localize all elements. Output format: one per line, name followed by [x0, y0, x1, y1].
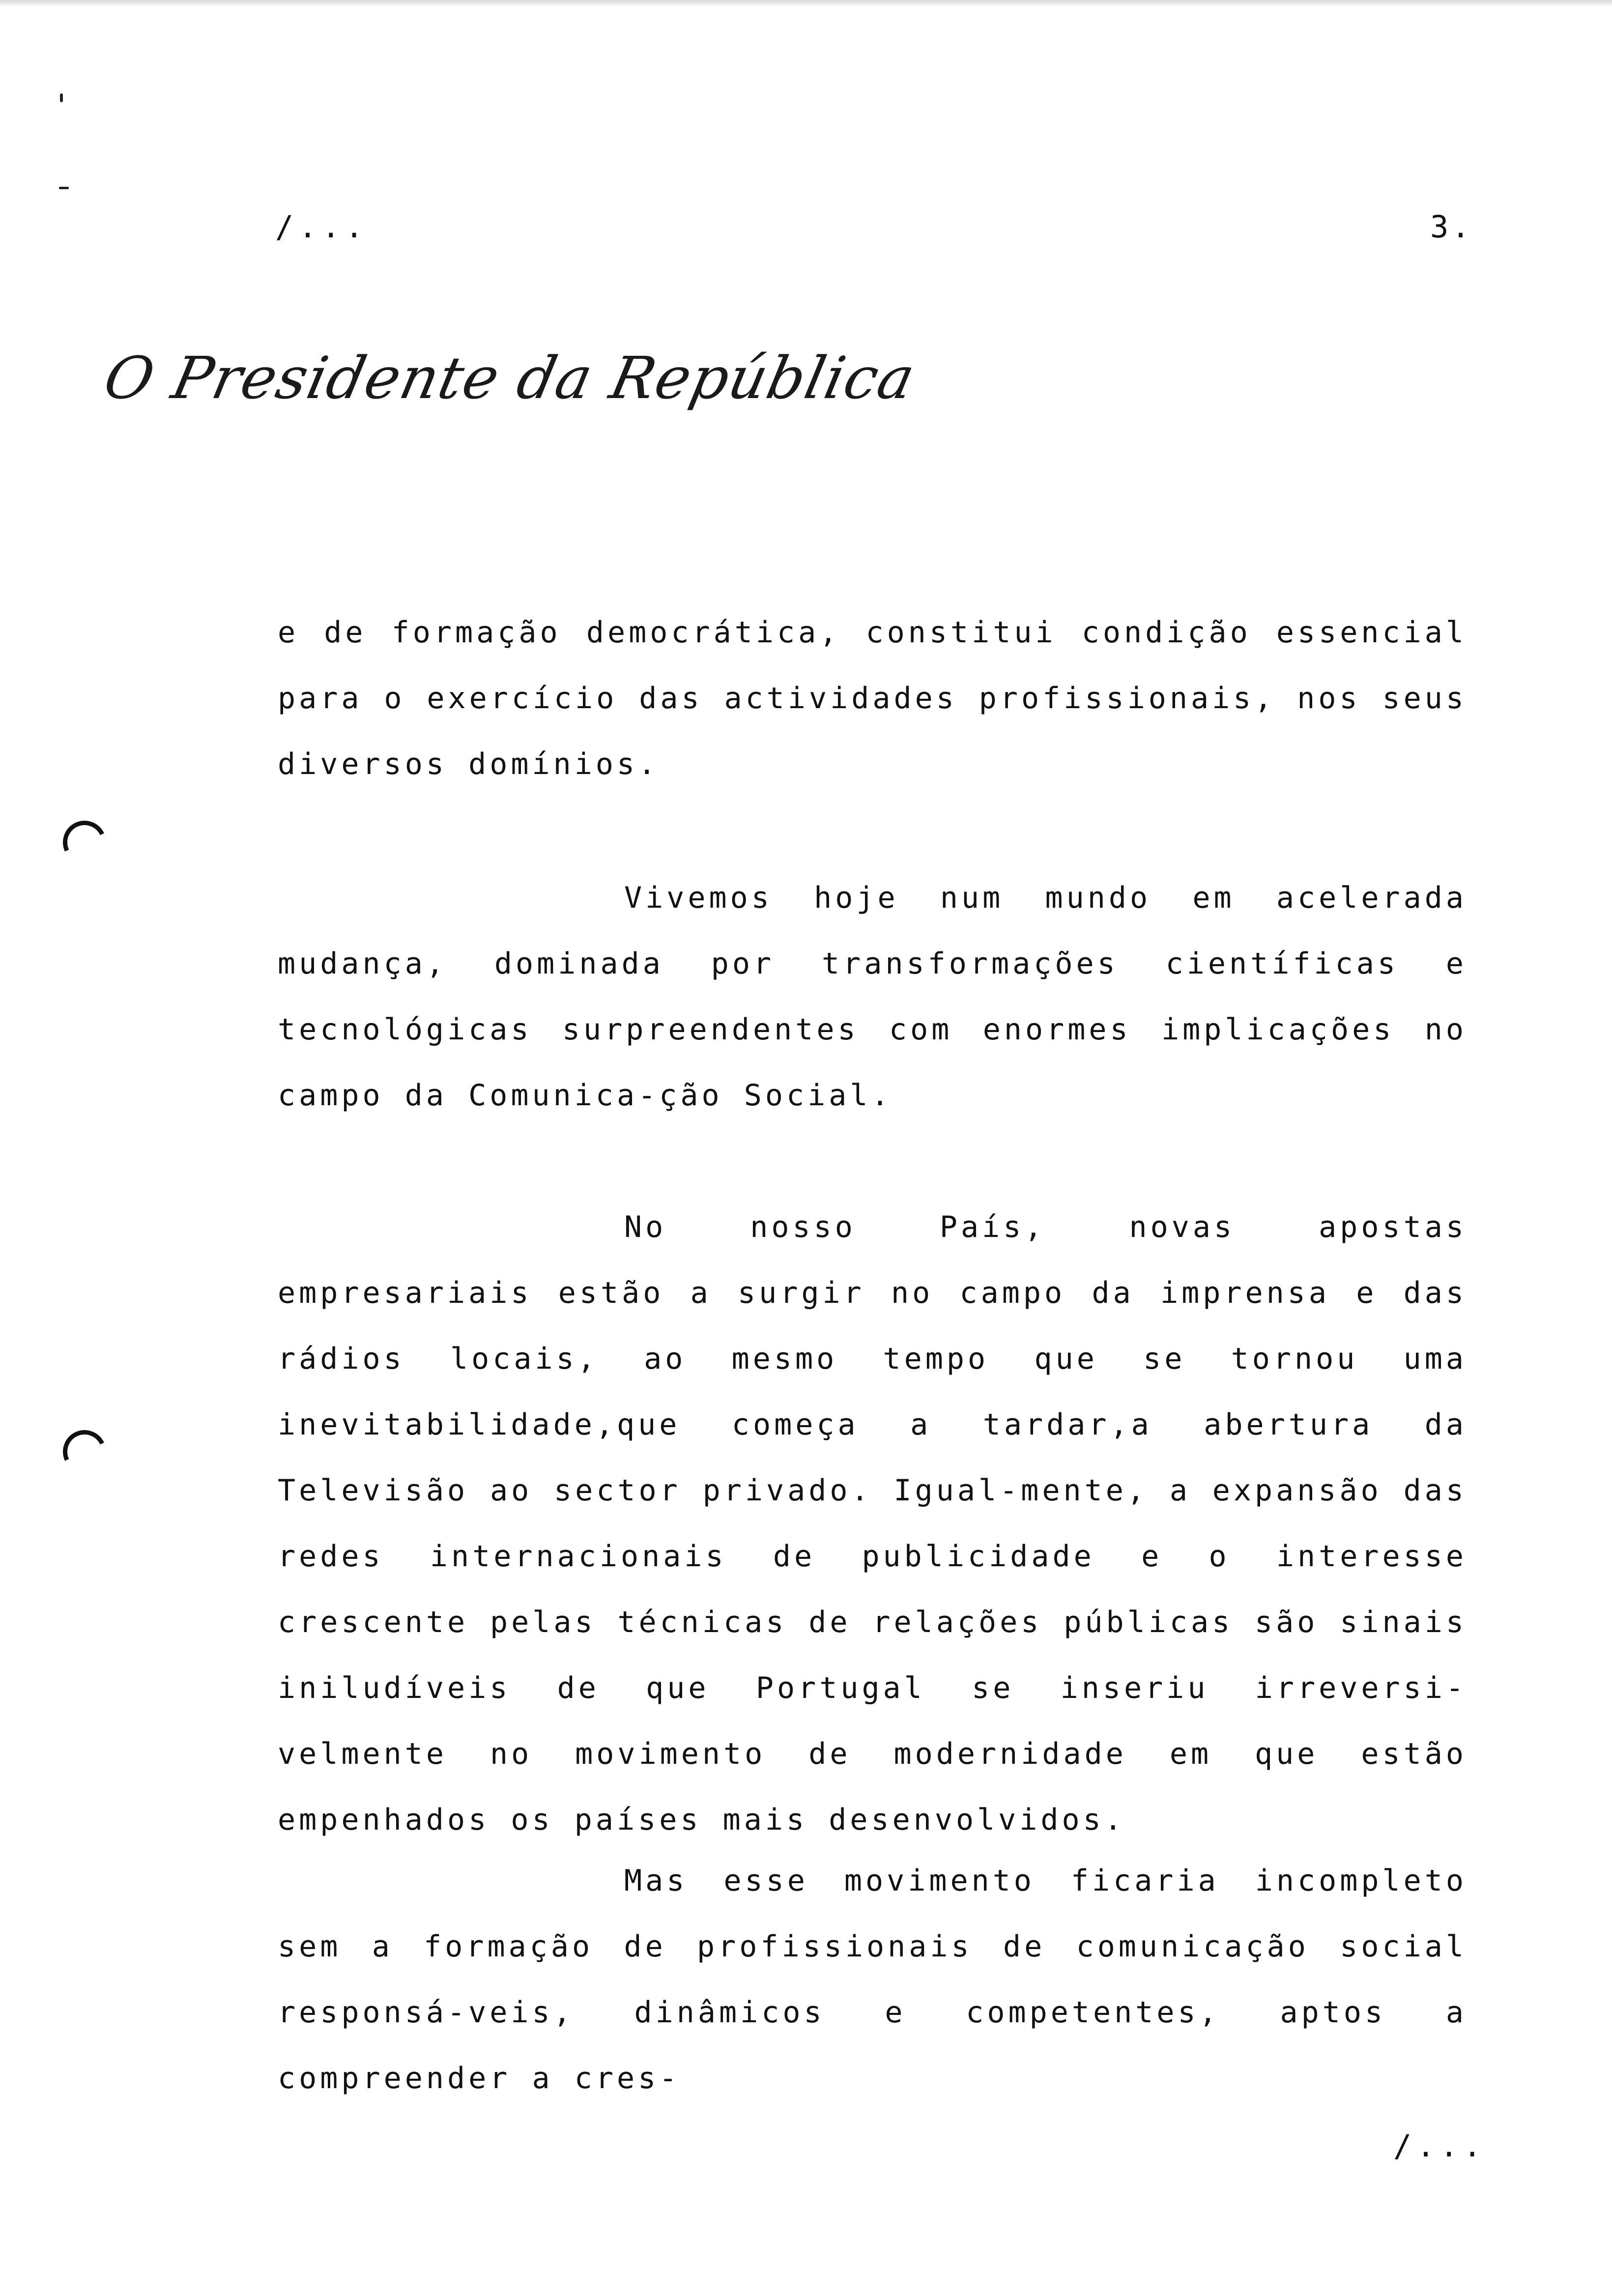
- paragraph-2: [278, 865, 1467, 1128]
- paragraph-text: Mas esse movimento ficaria incompleto sem a formação de profissionais de comunicação social responsá-veis, dinâmicos e competentes, aptos a compreender a cres-: [278, 1864, 1467, 2095]
- paragraph-4: [278, 1848, 1467, 2111]
- paragraph-1: [278, 600, 1467, 797]
- scan-edge: [0, 0, 1612, 7]
- punch-hole-mark: [57, 815, 113, 870]
- continuation-mark-top: /...: [275, 209, 369, 245]
- margin-mark: [60, 93, 63, 102]
- punch-hole-mark: [57, 1424, 113, 1480]
- page-number: 3.: [1430, 209, 1473, 245]
- paragraph-text: Vivemos hoje num mundo em acelerada mudança, dominada por transformações científicas e tecnológicas surpreendentes com enormes implicações no campo da Comunica-ção Social.: [278, 881, 1467, 1113]
- paragraph-3: [278, 1194, 1467, 1853]
- paragraph-text: No nosso País, novas apostas empresariais estão a surgir no campo da imprensa e das rádios locais, ao mesmo tempo que se tornou uma inevitabilidade,que começa a tardar,a abertura da Televisão ao sector privado. Igual-mente, a expansão das redes internacionais de publicidade e o interesse crescente pelas técnicas de relações públicas são sinais iniludíveis de que Portugal se inseriu irreversi-velmente no movimento de modernidade em que estão empenhados os países mais desenvolvidos.: [278, 1210, 1467, 1837]
- paragraph-text: e de formação democrática, constitui condição essencial para o exercício das actividades profissionais, nos seus diversos domínios.: [278, 615, 1467, 781]
- letterhead-title: O Presidente da República: [98, 344, 921, 412]
- continuation-mark-bottom: /...: [1393, 2128, 1487, 2164]
- margin-mark: [59, 187, 69, 189]
